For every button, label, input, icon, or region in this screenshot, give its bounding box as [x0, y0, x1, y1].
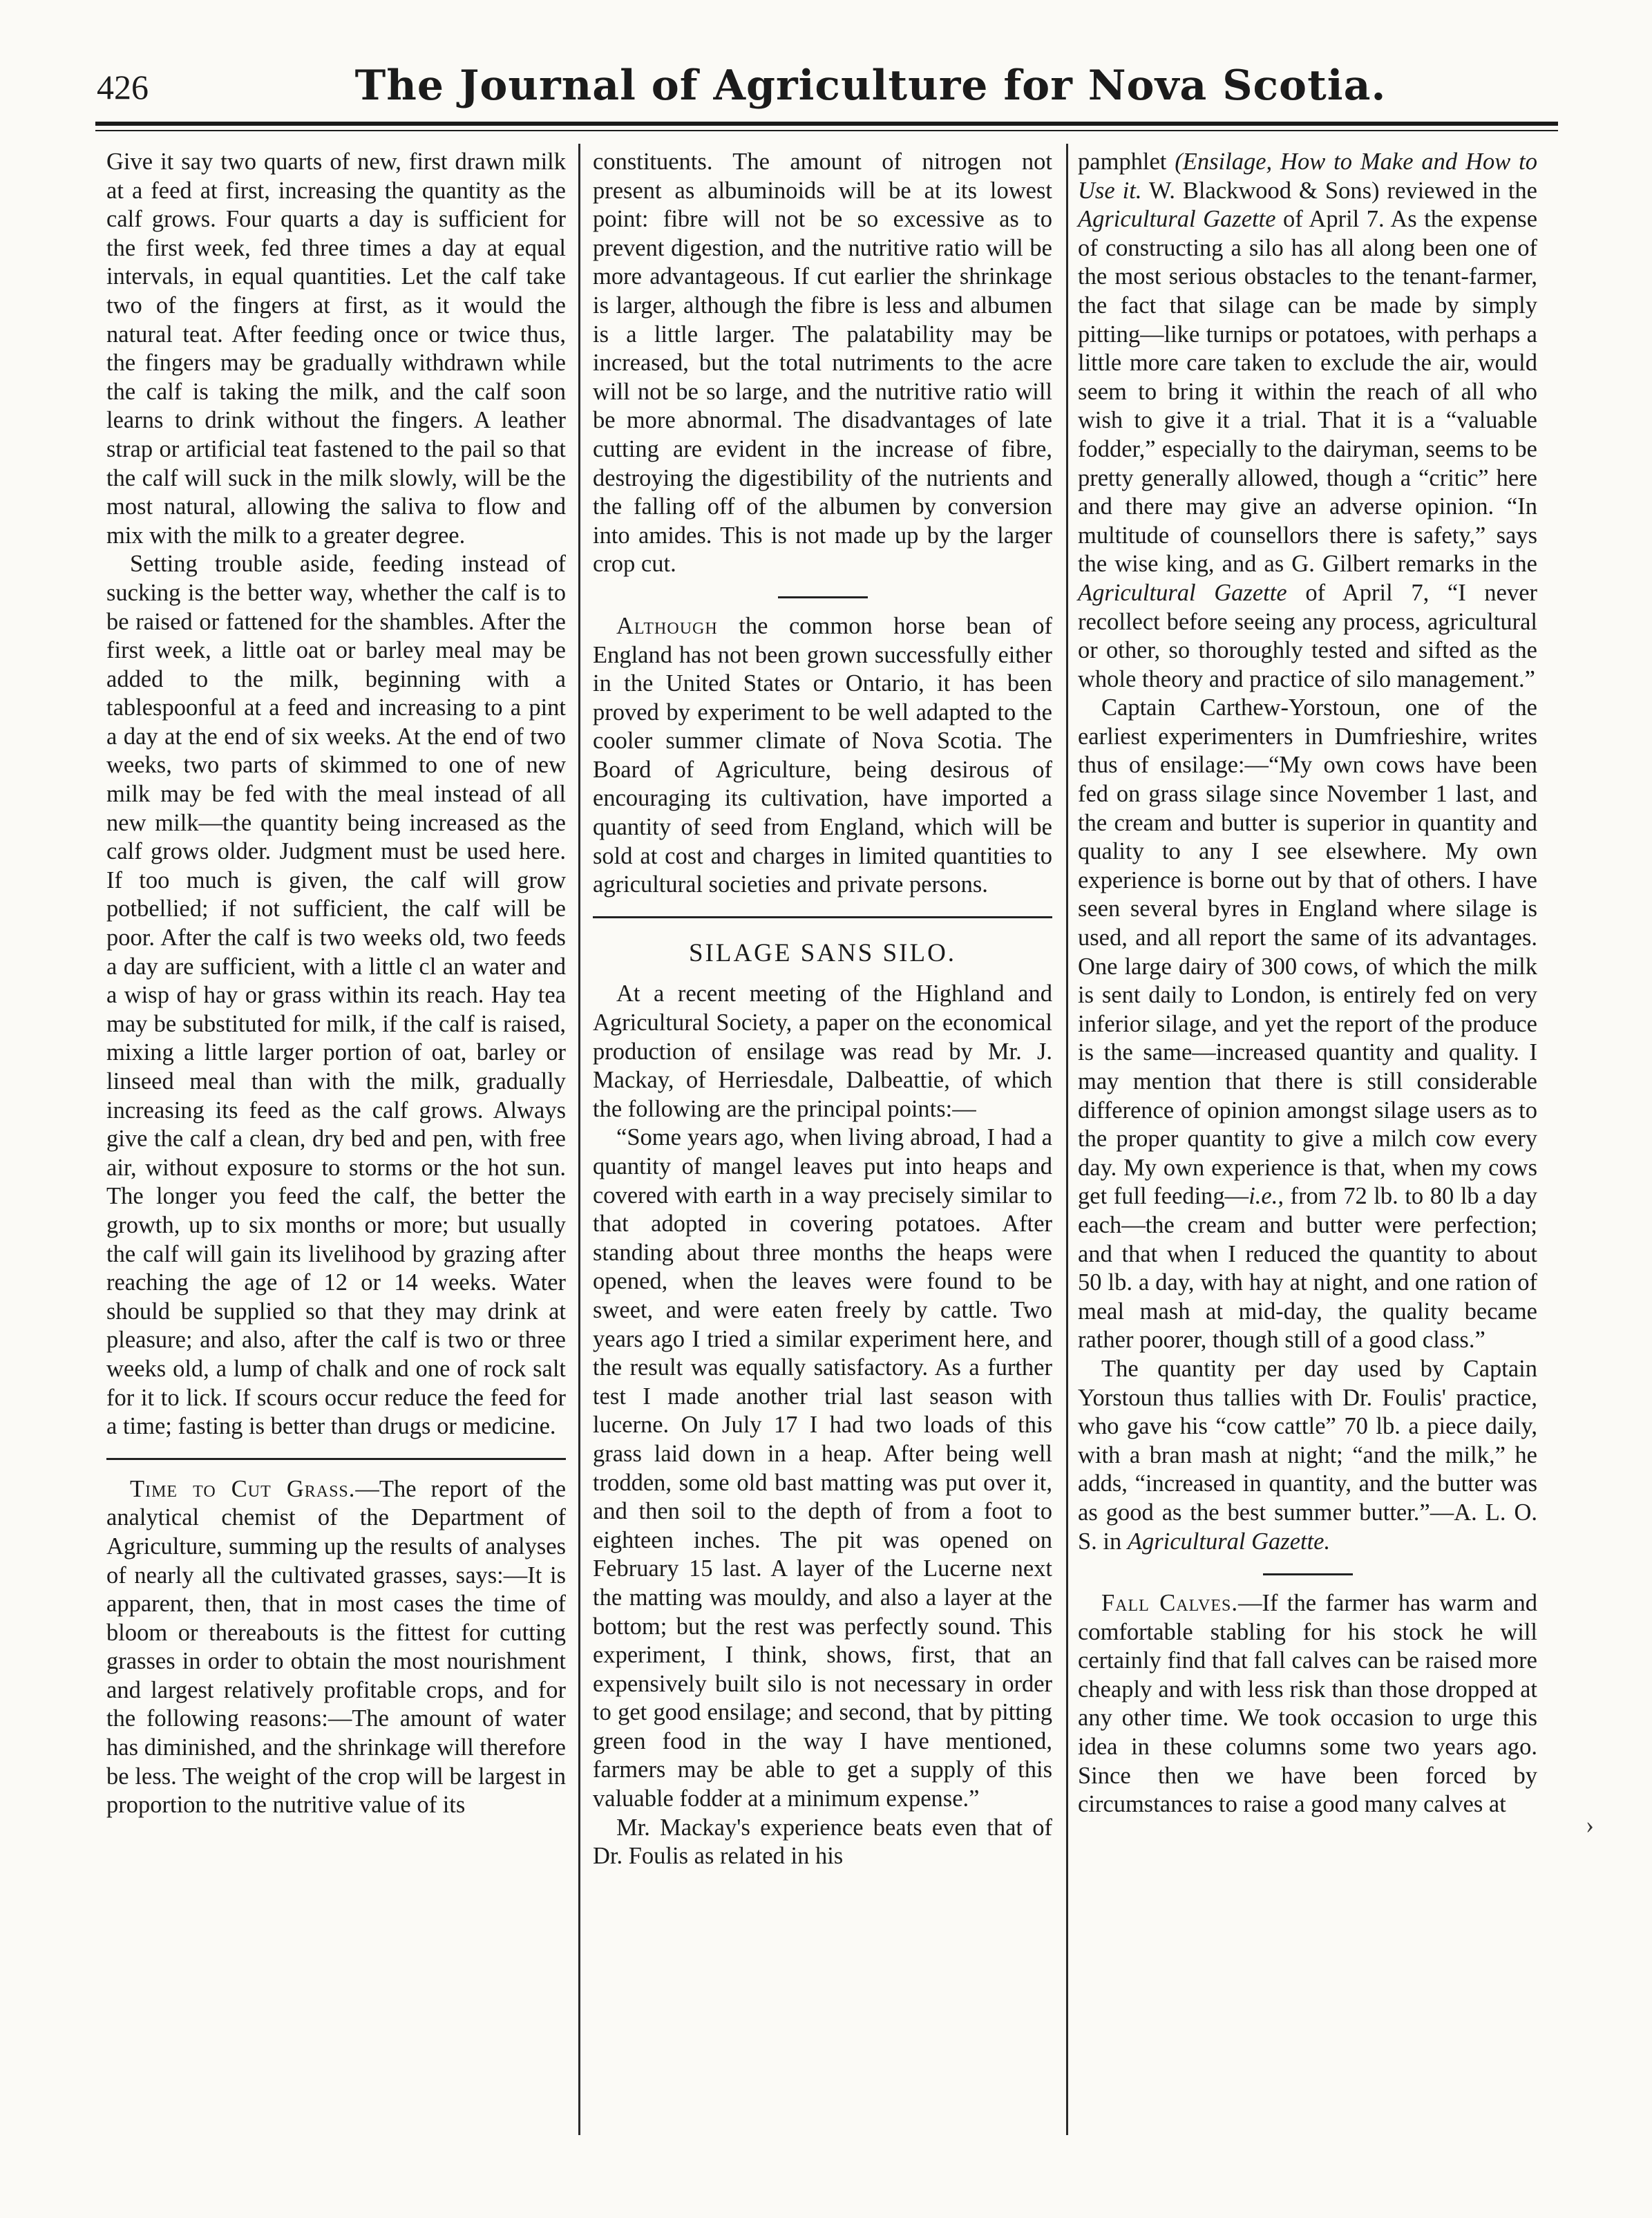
section-rule: [106, 1458, 566, 1460]
section-rule: [1263, 1573, 1353, 1575]
silage-paragraph-3: Mr. Mackay's experience beats even that of Dr. Foulis as related in his: [593, 1814, 1052, 1870]
article-lead-in: Although: [616, 612, 718, 639]
text-run: W. Blackwood & Sons) reviewed in the: [1141, 177, 1537, 204]
column-divider: [1066, 144, 1068, 2135]
yorstoun-paragraph: [1078, 694, 1537, 1355]
section-rule: [778, 596, 868, 598]
fall-calves-article: [1078, 1589, 1537, 1819]
header-rule-thick: [95, 122, 1558, 126]
text-run: The quantity per day used by Captain Yorstoun thus tallies with Dr. Foulis' practice, who gave his “cow cattle” 70 lb. a piece daily, with a bran mash at night; “and the milk,” he adds, “increased in quantity, and the butter was as good as the best summer butter.”—A. L. O. S. in: [1078, 1355, 1537, 1555]
silage-quote-paragraph: “Some years ago, when living abroad, I had a quantity of mangel leaves put into heaps and covered with earth in a way precisely similar to that adopted in covering potatoes. After standing about three months the heaps were opened, when the leaves were found to be sweet, and were eaten freely by cattle. Two years ago I tried a similar experiment here, and the result was equally satisfactory. As a further test I made another trial last season with lucerne. On July 17 I had two loads of this grass laid down in a heap. After being well trodden, some old bast matting was put over it, and then soil to the depth of from a foot to eighteen inches. The pit was opened on February 15 last. A layer of the Lucerne next the matting was mouldy, and also a layer at the bottom; but the rest was perfectly sound. This experiment, I think, shows, first, that an expensively built silo is not necessary in order to get good ensilage; and second, that by pitting green food in the way I have mentioned, farmers may be able to get a supply of this valuable fodder at a minimum expense.”: [593, 1124, 1052, 1812]
article-text: —The report of the analytical chemist of the Department of Agriculture, summing up the results of analyses of nearly all the cultivated grasses, says:—It is apparent, then, that in most cases the time of bloom or thereabouts is the fittest for cutting grasses in order to obtain the most nourishment and largest relatively profitable crops, and for the following reasons:—The amount of water has diminished, and the shrinkage will therefore be less. The weight of the crop will be largest in proportion to the nutritive value of its: [106, 1475, 567, 1819]
text-run: Captain Carthew-Yorstoun, one of the earliest experimenters in Dumfrieshire, writes thus of ensilage:—“My own cows have been fed on grass silage since November 1 last, and the cream and butter is superior in quantity and quality to any I see elsewhere. My own experience is borne out by that of others. I have seen several byres in England where silage is used, and all report the same of its advantages. One large dairy of 300 cows, of which the milk is sent daily to London, is entirely fed on very inferior silage, and yet the report of the produce is the same—increased quantity and quality. I may mention that there is still considerable difference of opinion amongst silage users as to the proper quantity to give a milch cow every day. My own experience is that, when my cows get full feeding—: [1078, 694, 1537, 1210]
silage-paragraph-1: At a recent meeting of the Highland and Agricultural Society, a paper on the economical production of ensilage was read by Mr. J. Mackay, of Herriesdale, Dalbeattie, of which the following are the principal points:—: [593, 980, 1052, 1122]
article-text: —If the farmer has warm and comfortable stabling for his stock he will certainly find that fall calves can be raised more cheaply and with less risk than those dropped at any other time. We took occasion to urge this idea in these columns some two years ago. Since then we have been forced by circumstances to raise a good many calves at: [1078, 1590, 1538, 1818]
header-rule-thin: [95, 130, 1558, 131]
horse-bean-article: [593, 612, 1052, 900]
article-lead-in: Time to Cut Grass.: [130, 1475, 356, 1502]
margin-mark: ›: [1586, 1811, 1594, 1839]
publication-title: Agricultural Gazette: [1078, 206, 1276, 233]
grass-continued-paragraph: constituents. The amount of nitrogen not present as albuminoids will be at its lowest point: fibre will not be so excessive as to prevent digestion, and the nutritive ratio will be more advantageous. If cut earlier the shrinkage is larger, although the fibre is less and albumen is a little larger. The palatability may be increased, but the total nutriments to the acre will not be so large, and the nutritive ratio will be more abnormal. The disadvantages of late cutting are evident in the increase of fibre, destroying the digestibility of the nutrients and the falling off of the albumen by conversion into amides. This is not made up by the larger crop cut.: [593, 149, 1052, 578]
text-run: from 72 lb. to 80 lb a day each—the cream and butter were perfection; and that when I reduced the quantity to about 50 lb. a day, with hay at night, and one ration of meal mash at mid-day, the quality became rather poorer, though still of a good class.”: [1078, 1183, 1537, 1354]
publication-title: Agricultural Gazette: [1078, 579, 1287, 606]
article-lead-in: Fall Calves.: [1101, 1590, 1239, 1617]
calf-feeding-paragraph-2: Setting trouble aside, feeding instead of sucking is the better way, whether the calf is to be raised or fattened for the shambles. After the first week, a little oat or barley meal may be added to the milk, beginning with a tablespoonful at a feed and increasing to a pint a day at the end of six weeks. At the end of two weeks, two parts of skimmed to one of new milk may be fed with the meal instead of all new milk—the quantity being increased as the calf grows older. Judgment must be used here. If too much is given, the calf will grow potbellied; if not sufficient, the calf will be poor. After the calf is two weeks old, two feeds a day are sufficient, with a little cl an water and a wisp of hay or grass within its reach. Hay tea may be substituted for milk, if the calf is raised, mixing a little larger portion of oat, barley or linseed meal than with the milk, gradually increasing its feed as the calf grows. Always give the calf a clean, dry bed and pen, with free air, without exposure to storms or the hot sun. The longer you feed the calf, the better the growth, up to six months or more; but usually the calf will gain its livelihood by grazing after reaching the age of 12 or 14 weeks. Water should be supplied so that they may drink at pleasure; and also, after the calf is two or three weeks old, a lump of chalk and one of rock salt for it to lick. If scours occur reduce the feed for a time; fasting is better than drugs or medicine.: [106, 551, 566, 1440]
text-column-2: [593, 148, 1052, 1871]
section-rule: [593, 916, 1052, 918]
text-column-1: [106, 148, 566, 1820]
silage-continued-paragraph: [1078, 148, 1537, 694]
article-text: the common horse bean of England has not been grown successfully either in the United States or Ontario, it has been proved by experiment to be well adapted to the cooler summer climate of Nova Scotia. The Board of Agriculture, being desirous of encouraging its cultivation, have imported a quantity of seed from England, which will be sold at cost and charges in limited quantities to agricultural societies and private persons.: [593, 612, 1052, 898]
pamphlet-title: (Ensilage, How to Make and How to Use it.: [1078, 149, 1537, 204]
foulis-paragraph: [1078, 1355, 1537, 1556]
text-run: of April 7, “I never recollect before seeing any process, agricultural or other, so thoroughly tested and sifted as the whole theory and practice of silo management.”: [1078, 579, 1538, 692]
text-run: i.e.,: [1249, 1183, 1284, 1210]
text-column-3: [1078, 148, 1537, 1819]
silage-sans-silo-heading: SILAGE SANS SILO.: [688, 938, 957, 967]
text-run: pamphlet: [1078, 149, 1175, 175]
time-to-cut-grass-article: [106, 1475, 566, 1820]
page-number: 426: [97, 68, 149, 106]
calf-feeding-paragraph-1: Give it say two quarts of new, first drawn milk at a feed at first, increasing the quantity as the calf grows. Four quarts a day is sufficient for the first week, fed three times a day at equal intervals, in equal quantities. Let the calf take two of the fingers at first, as it would the natural teat. After feeding once or twice thus, the fingers may be gradually withdrawn while the calf is taking the milk, and the calf soon learns to drink without the fingers. A leather strap or artificial teat fastened to the pail so that the calf will suck in the milk slowly, will be the most natural, allowing the saliva to flow and mix with the milk to a greater degree.: [106, 149, 566, 549]
text-run: of April 7. As the expense of constructing a silo has all along been one of the most serious obstacles to the tenant-farmer, the fact that silage can be made by simply pitting—like turnips or potatoes, with perhaps a little more care taken to exclude the air, would seem to bring it within the reach of all who wish to give it a trial. That it is a “valuable fodder,” especially to the dairyman, seems to be pretty generally allowed, though a “critic” here and there may give an adverse opinion. “In multitude of counsellors there is safety,” says the wise king, and as G. Gilbert remarks in the: [1078, 206, 1538, 578]
column-divider: [578, 144, 580, 2135]
journal-title: The Journal of Agriculture for Nova Scotia.: [354, 61, 1387, 110]
publication-title: Agricultural Gazette.: [1127, 1528, 1331, 1555]
